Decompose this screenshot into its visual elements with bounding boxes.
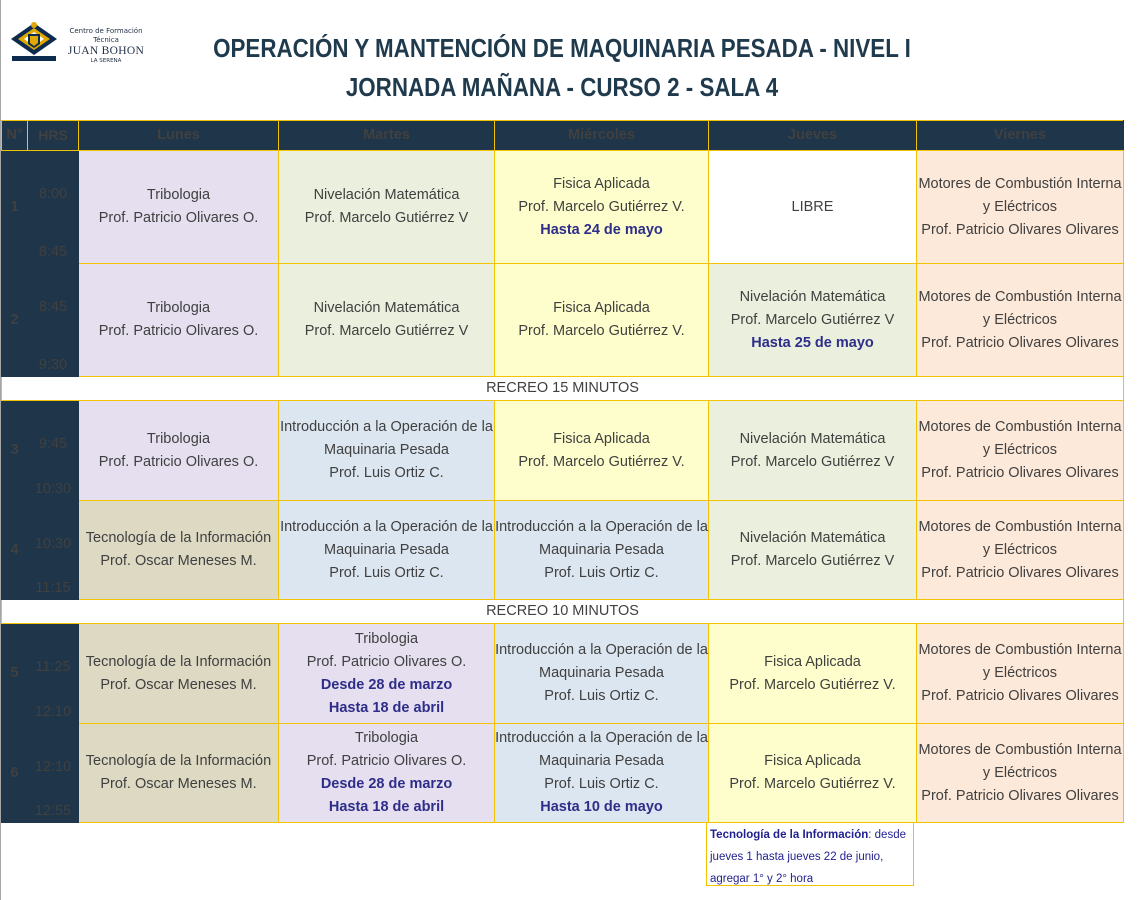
- class-line: Prof. Marcelo Gutiérrez V: [304, 323, 469, 339]
- class-line: Tribologia: [146, 430, 211, 447]
- institution-title: JUAN BOHON: [67, 45, 145, 57]
- class-line: Prof. Marcelo Gutiérrez V.: [518, 453, 685, 470]
- class-line: y Eléctricos: [982, 541, 1058, 558]
- class-line: Prof. Patricio Olivares Olivares: [921, 334, 1119, 351]
- class-line: Prof. Patricio Olivares O.: [98, 453, 259, 470]
- period-end-time: 8:45: [38, 244, 68, 260]
- class-line: y Eléctricos: [982, 311, 1058, 328]
- class-cell-wednesday: [495, 501, 709, 600]
- class-line: Nivelación Matemática: [739, 530, 886, 546]
- class-line: Motores de Combustión Interna: [918, 419, 1122, 435]
- class-line: Motores de Combustión Interna: [918, 175, 1122, 192]
- class-line: Prof. Patricio Olivares Olivares: [921, 465, 1119, 481]
- period-number: 1: [2, 151, 28, 264]
- class-line: Maquinaria Pesada: [324, 442, 449, 458]
- schedule-row: [2, 151, 1124, 264]
- class-cell-tuesday: [279, 501, 495, 600]
- period-start-time: 10:30: [34, 536, 72, 552]
- period-hours: [28, 724, 79, 823]
- class-cell-tuesday: [279, 264, 495, 377]
- class-line: Prof. Oscar Meneses M.: [100, 676, 257, 693]
- class-line: Fisica Aplicada: [553, 175, 650, 192]
- class-line: y Eléctricos: [982, 442, 1058, 458]
- class-line: y Eléctricos: [982, 665, 1058, 681]
- page-subtitle: JORNADA MAÑANA - CURSO 2 - SALA 4: [345, 72, 779, 102]
- class-line: Fisica Aplicada: [553, 430, 650, 447]
- schedule-row: [2, 401, 1124, 501]
- class-line: Prof. Marcelo Gutiérrez V: [730, 453, 895, 470]
- period-start-time: 12:10: [34, 759, 72, 775]
- class-cell-monday: [79, 264, 279, 377]
- class-line: Prof. Patricio Olivares Olivares: [921, 787, 1119, 804]
- class-line: Prof. Patricio Olivares O.: [98, 210, 259, 226]
- period-number: 6: [2, 724, 28, 823]
- class-cell-wednesday: [495, 264, 709, 377]
- class-cell-wednesday: [495, 401, 709, 501]
- class-line: Fisica Aplicada: [553, 300, 650, 316]
- class-line: Maquinaria Pesada: [539, 753, 664, 769]
- period-end-time: 10:30: [34, 481, 72, 497]
- class-line: Prof. Patricio Olivares O.: [306, 653, 467, 670]
- period-hours: [28, 624, 79, 724]
- class-line: Introducción a la Operación de la: [280, 419, 493, 435]
- class-line: Prof. Marcelo Gutiérrez V.: [729, 676, 896, 693]
- class-cell-monday: [79, 151, 279, 264]
- header-hrs: HRS: [28, 121, 79, 151]
- period-start-time: 11:25: [35, 659, 71, 675]
- class-line: Prof. Marcelo Gutiérrez V: [730, 553, 895, 569]
- recess-row-15: [2, 377, 1124, 401]
- schedule-row: [2, 264, 1124, 377]
- period-hours: [28, 264, 79, 377]
- period-end-time: 11:15: [35, 580, 71, 596]
- schedule-row: [2, 724, 1124, 823]
- header-day-tuesday: Martes: [279, 121, 495, 151]
- class-line: Prof. Luis Ortiz C.: [544, 776, 659, 792]
- class-line: Motores de Combustión Interna: [918, 741, 1122, 758]
- class-line: Motores de Combustión Interna: [918, 288, 1122, 305]
- class-line: Maquinaria Pesada: [324, 541, 449, 558]
- class-line: Prof. Marcelo Gutiérrez V: [304, 210, 469, 226]
- class-line: Introducción a la Operación de la: [280, 518, 493, 535]
- class-cell-monday: [79, 624, 279, 724]
- period-start-time: 8:00: [38, 186, 68, 202]
- class-cell-thursday: [709, 501, 917, 600]
- period-end-time: 12:10: [34, 704, 72, 720]
- class-line: Prof. Luis Ortiz C.: [329, 465, 444, 481]
- footnote-subject: Tecnología de la Información: [710, 829, 869, 841]
- class-line: Prof. Luis Ortiz C.: [329, 564, 444, 581]
- recess-row-10-label: RECREO 10 MINUTOS: [2, 600, 1124, 624]
- header-day-friday: Viernes: [917, 121, 1124, 151]
- header-row: [2, 121, 1124, 151]
- date-note: Hasta 24 de mayo: [540, 221, 663, 238]
- class-cell-tuesday: [279, 724, 495, 823]
- class-line: Fisica Aplicada: [764, 753, 861, 769]
- recess-row-15-label: RECREO 15 MINUTOS: [2, 377, 1124, 401]
- header-day-wednesday: Miércoles: [495, 121, 709, 151]
- class-cell-friday: [917, 151, 1124, 264]
- class-cell-friday: [917, 501, 1124, 600]
- period-start-time: 9:45: [38, 436, 68, 452]
- class-line: Fisica Aplicada: [764, 653, 861, 670]
- class-cell-wednesday: [495, 624, 709, 724]
- class-line: Prof. Patricio Olivares O.: [306, 753, 467, 769]
- schedule-row: [2, 624, 1124, 724]
- class-cell-friday: [917, 724, 1124, 823]
- class-line: Prof. Oscar Meneses M.: [100, 553, 257, 569]
- institution-city: LA SERENA: [90, 58, 122, 64]
- date-note: Hasta 10 de mayo: [540, 799, 663, 815]
- class-line: Nivelación Matemática: [739, 430, 886, 447]
- period-start-time: 8:45: [38, 299, 68, 315]
- header-num: N°: [2, 121, 28, 151]
- class-line: Motores de Combustión Interna: [918, 518, 1122, 535]
- class-cell-monday: [79, 401, 279, 501]
- class-line: Tribologia: [354, 630, 419, 647]
- class-line: Introducción a la Operación de la: [495, 518, 708, 535]
- date-note: Hasta 18 de abril: [328, 699, 445, 716]
- schedule-table: [1, 120, 1124, 823]
- date-note: Desde 28 de marzo: [320, 776, 453, 792]
- footnote: [706, 822, 914, 886]
- class-cell-friday: [917, 624, 1124, 724]
- class-line: Tecnología de la Información: [85, 530, 272, 546]
- class-cell-tuesday: [279, 624, 495, 724]
- class-line: Prof. Oscar Meneses M.: [100, 776, 257, 792]
- schedule-row: [2, 501, 1124, 600]
- footnote-text: : desde jueves 1 hasta jueves 22 de junio, agregar 1° y 2° hora: [710, 829, 906, 885]
- class-line: Tribologia: [146, 187, 211, 203]
- page-title: OPERACIÓN Y MANTENCIÓN DE MAQUINARIA PESADA - NIVEL I: [213, 33, 911, 63]
- class-line: Maquinaria Pesada: [539, 665, 664, 681]
- period-number: 5: [2, 624, 28, 724]
- class-line: Prof. Patricio Olivares O.: [98, 323, 259, 339]
- class-line: Tribologia: [146, 300, 211, 316]
- class-cell-monday: [79, 724, 279, 823]
- class-cell-thursday: [709, 151, 917, 264]
- period-end-time: 12:55: [34, 803, 72, 819]
- period-number: 2: [2, 264, 28, 377]
- class-line: Introducción a la Operación de la: [495, 642, 708, 658]
- class-line: Maquinaria Pesada: [539, 541, 664, 558]
- class-line: Tecnología de la Información: [85, 653, 272, 670]
- class-line: Prof. Marcelo Gutiérrez V: [730, 311, 895, 328]
- date-note: Hasta 18 de abril: [328, 799, 445, 815]
- period-hours: [28, 401, 79, 501]
- header-day-monday: Lunes: [79, 121, 279, 151]
- class-line: Prof. Patricio Olivares Olivares: [921, 688, 1119, 704]
- period-end-time: 9:30: [38, 357, 68, 373]
- class-line: Prof. Marcelo Gutiérrez V.: [518, 198, 685, 215]
- class-line: Nivelación Matemática: [739, 288, 886, 305]
- class-cell-wednesday: [495, 151, 709, 264]
- date-note: Hasta 25 de mayo: [751, 334, 874, 351]
- class-cell-monday: [79, 501, 279, 600]
- class-cell-tuesday: [279, 401, 495, 501]
- class-line: y Eléctricos: [982, 198, 1058, 215]
- class-line: y Eléctricos: [982, 764, 1058, 781]
- class-line: Tribologia: [354, 730, 419, 746]
- class-cell-thursday: [709, 624, 917, 724]
- class-line: Prof. Luis Ortiz C.: [544, 688, 659, 704]
- period-number: 4: [2, 501, 28, 600]
- header-day-thursday: Jueves: [709, 121, 917, 151]
- class-cell-thursday: [709, 724, 917, 823]
- class-line: Prof. Patricio Olivares Olivares: [921, 221, 1119, 238]
- class-line: Prof. Patricio Olivares Olivares: [921, 564, 1119, 581]
- class-cell-tuesday: [279, 151, 495, 264]
- class-cell-friday: [917, 264, 1124, 377]
- date-note: Desde 28 de marzo: [320, 676, 453, 693]
- period-hours: [28, 501, 79, 600]
- institution-type: Centro de Formación Técnica: [69, 27, 143, 44]
- class-line: Tecnología de la Información: [85, 753, 272, 769]
- class-line: Prof. Marcelo Gutiérrez V.: [518, 323, 685, 339]
- recess-row-10: [2, 600, 1124, 624]
- class-line: Introducción a la Operación de la: [495, 730, 708, 746]
- class-line: Prof. Marcelo Gutiérrez V.: [729, 776, 896, 792]
- period-number: 3: [2, 401, 28, 501]
- class-cell-wednesday: [495, 724, 709, 823]
- class-line: LIBRE: [791, 198, 834, 215]
- crest-icon: [8, 17, 60, 63]
- period-hours: [28, 151, 79, 264]
- class-cell-thursday: [709, 401, 917, 501]
- class-line: Nivelación Matemática: [313, 300, 460, 316]
- class-cell-friday: [917, 401, 1124, 501]
- class-line: Nivelación Matemática: [313, 187, 460, 203]
- class-line: Motores de Combustión Interna: [918, 642, 1122, 658]
- class-cell-thursday: [709, 264, 917, 377]
- class-line: Prof. Luis Ortiz C.: [544, 564, 659, 581]
